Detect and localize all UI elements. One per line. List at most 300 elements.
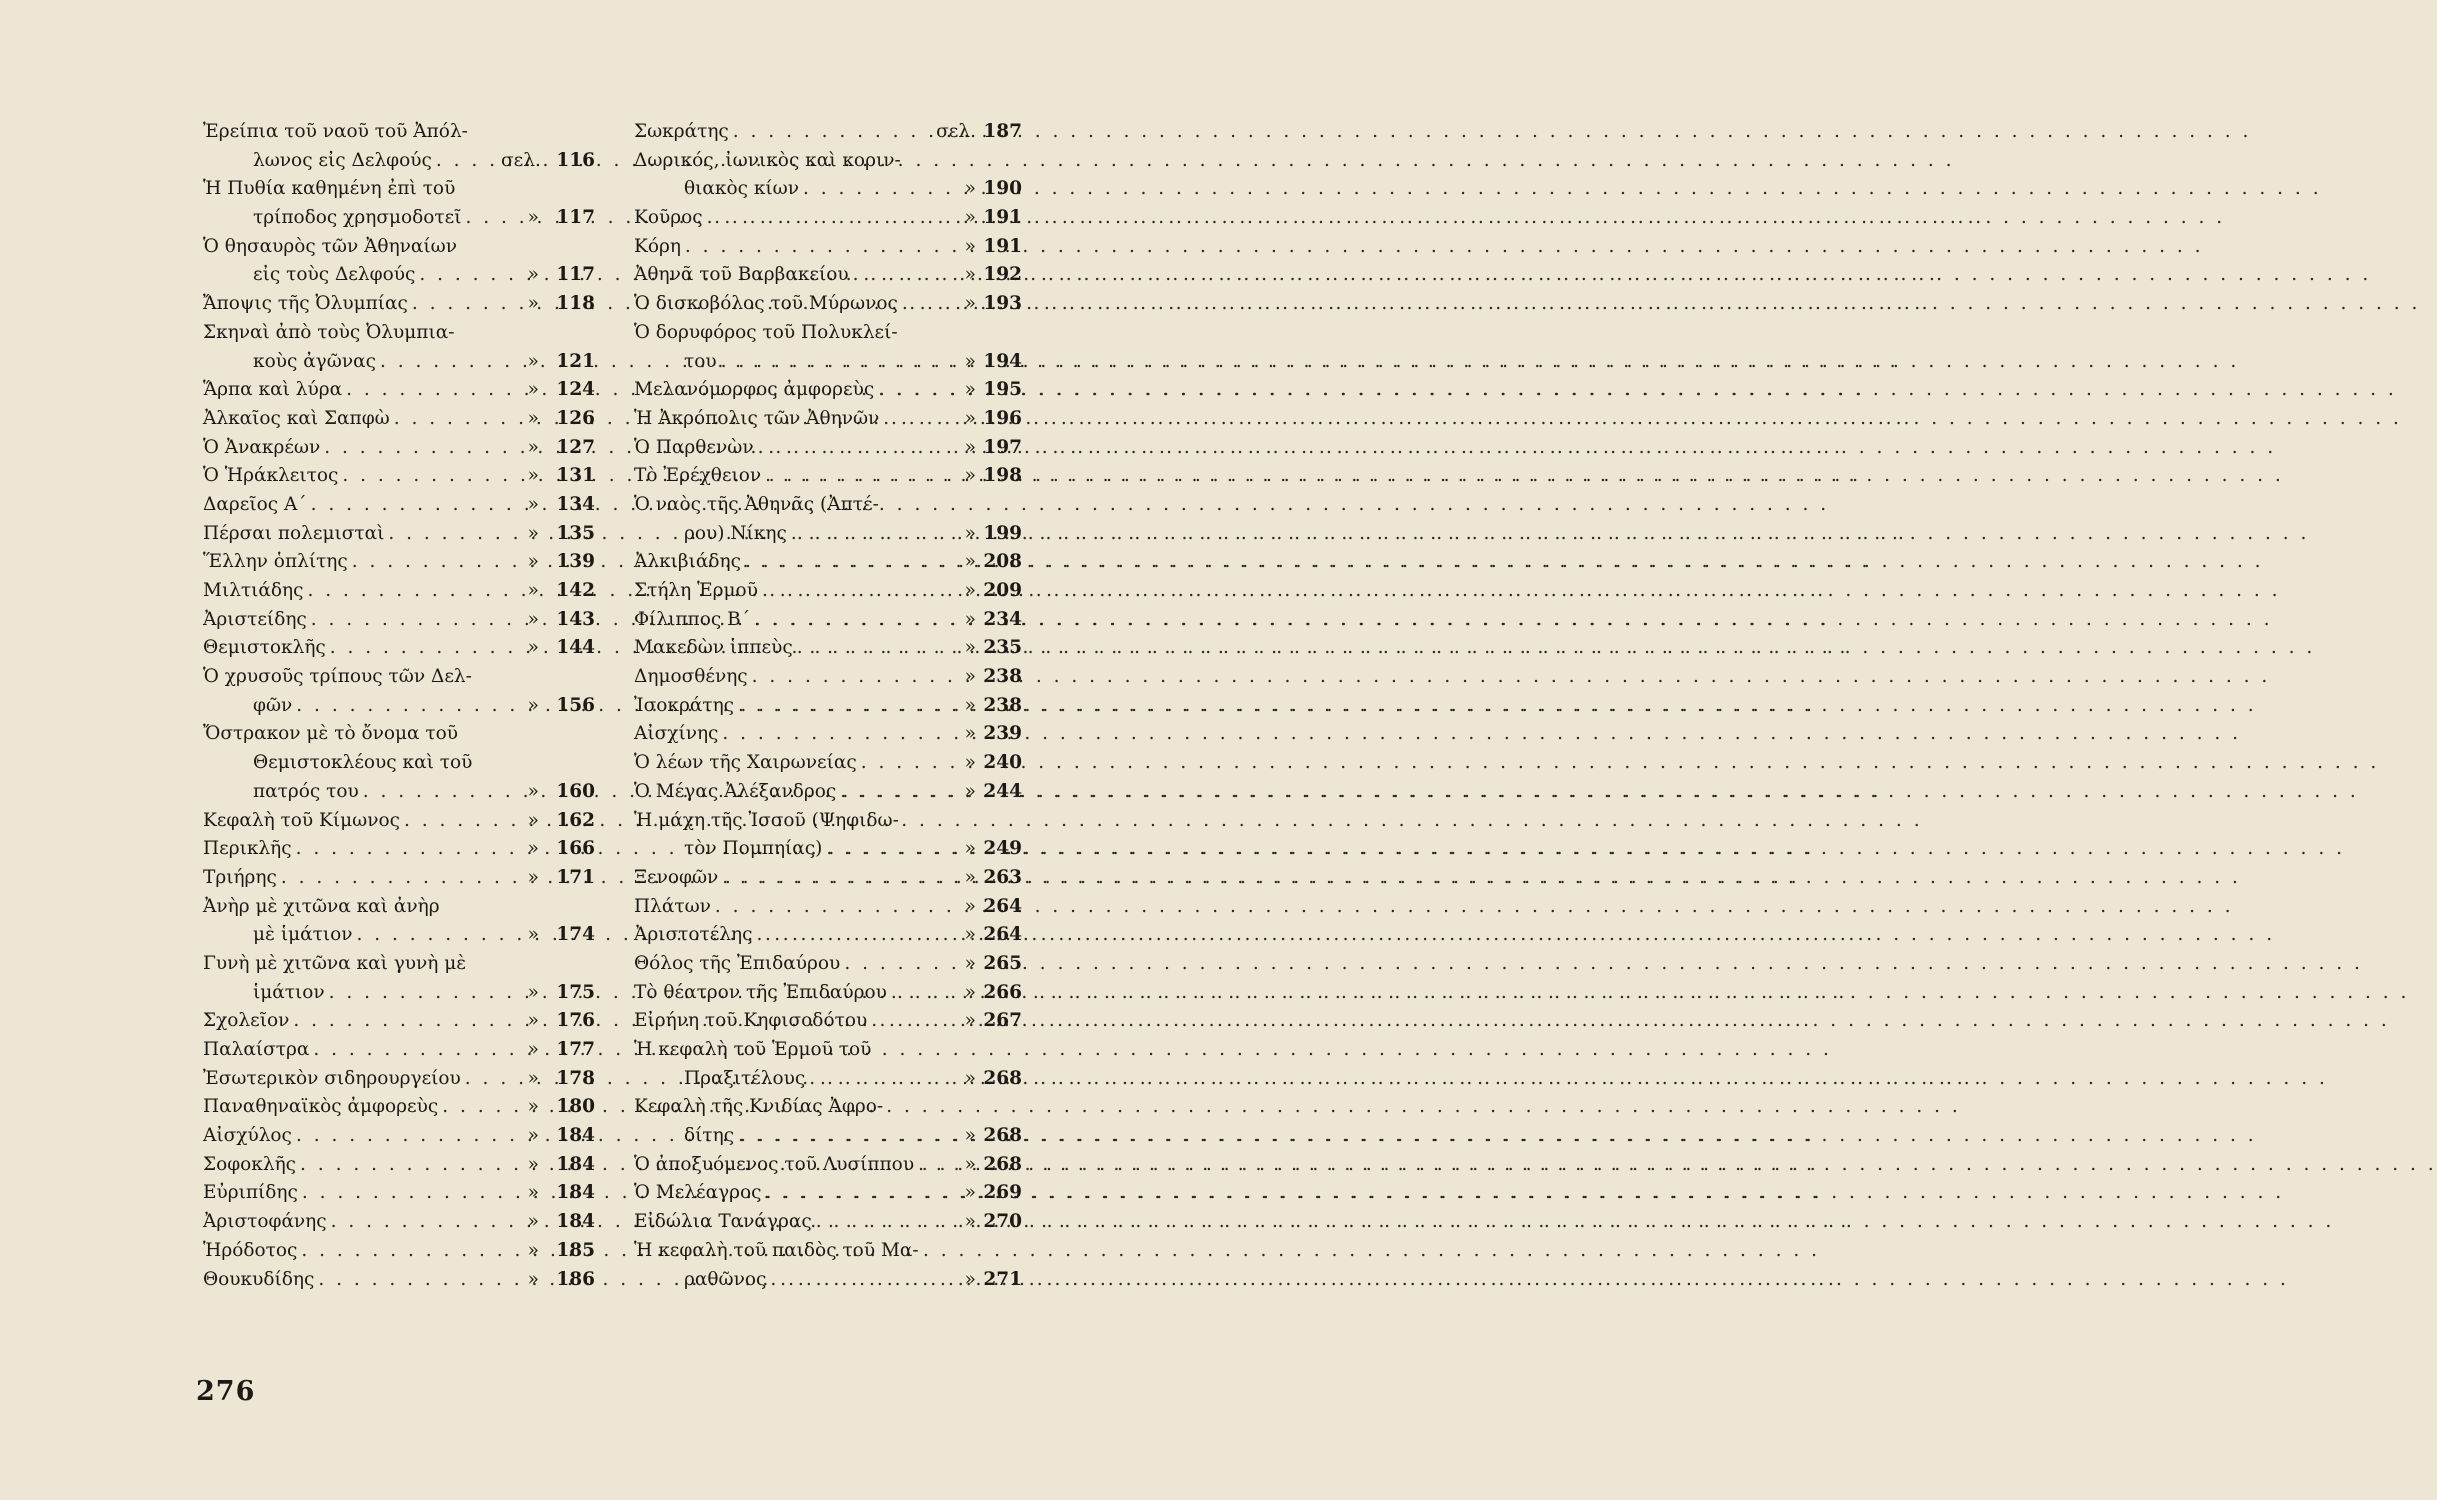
index-entry-line — [634, 1122, 1022, 1151]
index-entry-line — [203, 1036, 595, 1065]
index-entry-line — [203, 204, 595, 233]
leader-dots — [331, 1208, 501, 1237]
entry-title: Μιλτιάδης — [203, 580, 304, 601]
index-entry-line — [634, 864, 1022, 893]
page-ref: 191 — [983, 235, 1022, 257]
leader-dots — [329, 979, 501, 1008]
page-ref: 190 — [983, 178, 1022, 200]
leader-dots — [318, 1266, 501, 1295]
page-ref: 268 — [983, 1067, 1022, 1089]
index-entry-line — [634, 405, 1022, 434]
entry-title: Γυνὴ μὲ χιτῶνα καὶ γυνὴ μὲ — [203, 952, 467, 974]
index-entry-line — [203, 921, 595, 950]
index-entry — [203, 1237, 595, 1266]
leader-dots — [844, 950, 936, 979]
index-entry — [634, 118, 1022, 147]
entry-title: Ἡρόδοτος — [203, 1239, 298, 1261]
index-entry — [634, 376, 1022, 405]
leader-dots — [871, 1007, 936, 1036]
page-ref: 198 — [983, 465, 1022, 487]
entry-title: Περικλῆς — [203, 838, 292, 860]
entry-title: λωνος εἰς Δελφούς — [253, 149, 432, 171]
entry-title: Ἐσωτερικὸν σιδηρουργείου — [203, 1067, 461, 1089]
index-entry — [203, 720, 595, 806]
entry-title: Θόλος τῆς Ἐπιδαύρου — [634, 952, 841, 974]
page-mark: » — [527, 350, 539, 372]
index-entry — [634, 1151, 1022, 1180]
leader-dots — [883, 405, 936, 434]
entry-title: δίτης — [684, 1125, 735, 1147]
entry-title: Αἰσχύλος — [203, 1125, 292, 1147]
index-entry-line — [634, 1237, 1022, 1266]
index-entry — [634, 893, 1022, 922]
page-mark: » — [964, 1125, 976, 1147]
page-mark: » — [964, 465, 976, 487]
index-entry-line — [634, 491, 1022, 520]
index-entry — [203, 1122, 595, 1151]
page-ref: 191 — [983, 207, 1022, 229]
index-entry-line — [203, 405, 595, 434]
entry-title: Ὁ Μελέαγρος — [634, 1182, 762, 1204]
index-entry — [634, 1237, 1022, 1294]
index-entry-line — [634, 950, 1022, 979]
leader-dots — [738, 692, 936, 721]
entry-title: Ὁ λέων τῆς Χαιρωνείας — [634, 752, 857, 774]
page-mark: » — [527, 493, 539, 515]
entry-title: Πραξιτέλους — [684, 1067, 806, 1089]
index-entry — [203, 405, 595, 434]
entry-title: Ἡ Ἀκρόπολις τῶν Ἀθηνῶν — [634, 407, 880, 429]
page-mark: » — [964, 924, 976, 946]
page-ref: 117 — [556, 264, 595, 286]
page-ref: 194 — [983, 350, 1022, 372]
index-column-left — [203, 118, 595, 1294]
page-ref: 192 — [983, 264, 1022, 286]
page-mark: » — [527, 838, 539, 860]
index-entry-line — [634, 261, 1022, 290]
leader-dots — [770, 1266, 936, 1295]
entry-title: Ἀριστείδης — [203, 608, 307, 630]
index-entry-line — [203, 118, 595, 147]
page-mark: σελ. — [936, 121, 976, 142]
page-ref: 180 — [556, 1096, 595, 1118]
page-ref: 171 — [556, 866, 595, 888]
index-entry — [634, 979, 1022, 1008]
page-ref: 249 — [983, 838, 1022, 860]
index-entry — [203, 835, 595, 864]
index-entry — [634, 778, 1022, 807]
index-entry-line — [634, 233, 1022, 262]
index-entry-line — [203, 577, 595, 606]
index-entry-line — [634, 778, 1022, 807]
index-entry-line — [203, 1151, 595, 1180]
index-column-right — [634, 118, 1022, 1294]
page-mark: » — [527, 465, 539, 487]
leader-dots — [324, 434, 501, 463]
entry-title: Ὁ χρυσοῦς τρίπους τῶν Δελ- — [203, 666, 472, 688]
index-entry-line — [203, 491, 595, 520]
leader-dots — [281, 864, 501, 893]
page-mark: » — [527, 608, 539, 630]
entry-title: τὸν Πομπηίας) — [684, 838, 823, 860]
page-ref: 197 — [983, 436, 1022, 458]
entry-title: Ἀλκιβιάδης — [634, 551, 741, 573]
index-entry-line — [634, 319, 1022, 348]
entry-title: Παλαίστρα — [203, 1039, 310, 1060]
entry-title: κοὺς ἀγῶνας — [253, 350, 376, 372]
index-entry-line — [203, 1208, 595, 1237]
entry-title: Ἡ κεφαλὴ τοῦ παιδὸς τοῦ Μα- — [634, 1239, 919, 1261]
leader-dots — [722, 720, 936, 749]
page-mark: » — [964, 866, 976, 888]
leader-dots — [311, 606, 501, 635]
index-entry — [634, 692, 1022, 721]
page-ref: 177 — [556, 1039, 595, 1060]
index-entry-line — [203, 720, 595, 749]
leader-dots — [721, 348, 936, 377]
index-entry — [634, 921, 1022, 950]
leader-dots — [766, 1179, 936, 1208]
leader-dots — [722, 864, 936, 893]
index-entry — [634, 1179, 1022, 1208]
index-entry-line — [634, 548, 1022, 577]
leader-dots — [342, 462, 501, 491]
entry-title: Δωρικός, ἰωνικὸς καὶ κοριν- — [634, 149, 901, 171]
index-entry-line — [203, 807, 595, 836]
page-mark: » — [527, 637, 539, 659]
index-entry-line — [203, 261, 595, 290]
index-entry-line — [634, 577, 1022, 606]
entry-title: Εἰρήνη τοῦ Κηφισοδότου — [634, 1010, 868, 1032]
entry-title: Ὁ δισκοβόλος τοῦ Μύρωνος — [634, 293, 898, 315]
index-entry — [634, 1208, 1022, 1237]
page-mark: » — [964, 723, 976, 745]
entry-title: Ἐρείπια τοῦ ναοῦ τοῦ Ἀπόλ- — [203, 121, 468, 142]
index-entry-line — [203, 290, 595, 319]
leader-dots — [738, 1122, 936, 1151]
index-entry-line — [203, 663, 595, 692]
leader-dots — [754, 606, 936, 635]
entry-title: Θεμιστοκλῆς — [203, 637, 326, 659]
index-entry-line — [203, 348, 595, 377]
index-entry — [634, 1093, 1022, 1150]
leader-dots — [762, 577, 936, 606]
page-mark: » — [527, 293, 539, 315]
page-ref: 269 — [983, 1182, 1022, 1204]
page-ref: 209 — [983, 580, 1022, 601]
leader-dots — [356, 921, 501, 950]
index-entry-line — [634, 692, 1022, 721]
index-entry-line — [634, 1007, 1022, 1036]
index-entry-line — [634, 749, 1022, 778]
page-ref: 135 — [556, 522, 595, 544]
index-entry-line — [203, 864, 595, 893]
leader-dots — [380, 348, 501, 377]
entry-title: Ἅρπα καὶ λύρα — [203, 379, 343, 401]
index-entry — [634, 147, 1022, 204]
page-mark: » — [527, 379, 539, 401]
page-ref: 196 — [983, 407, 1022, 429]
page-ref: 267 — [983, 1010, 1022, 1032]
page-ref: 176 — [556, 1010, 595, 1032]
page-ref: 142 — [556, 580, 595, 601]
index-entry-line — [203, 749, 595, 778]
entry-title: Εἰδώλια Τανάγρας — [634, 1211, 812, 1233]
index-entry — [634, 1036, 1022, 1093]
leader-dots — [296, 835, 501, 864]
page-mark: » — [527, 866, 539, 888]
page-ref: 266 — [983, 981, 1022, 1003]
index-entry — [203, 491, 595, 520]
index-entry-line — [634, 290, 1022, 319]
index-entry — [634, 434, 1022, 463]
index-entry-line — [634, 1208, 1022, 1237]
index-entry-line — [203, 1237, 595, 1266]
leader-dots — [388, 520, 501, 549]
entry-title: Κεφαλὴ τοῦ Κίμωνος — [203, 809, 400, 831]
index-entry-line — [634, 1179, 1022, 1208]
page-mark: » — [964, 1182, 976, 1204]
page-mark: » — [527, 694, 539, 716]
entry-title: Ὁ Μέγας Ἀλέξανδρος — [634, 780, 837, 802]
entry-title: Κόρη — [634, 235, 681, 257]
entry-title: Ἡ μάχη τῆς Ἰσσοῦ (Ψηφιδω- — [634, 809, 899, 831]
page-mark: » — [964, 1268, 976, 1290]
page-mark: » — [964, 235, 976, 257]
leader-dots — [918, 1151, 936, 1180]
page-ref: 166 — [556, 838, 595, 860]
page-mark: » — [527, 1153, 539, 1175]
entry-title: Πέρσαι πολεμισταὶ — [203, 522, 385, 544]
index-entry-line — [634, 520, 1022, 549]
entry-title: Σοφοκλῆς — [203, 1153, 297, 1175]
index-entry — [203, 1151, 595, 1180]
index-entry-line — [203, 1179, 595, 1208]
index-entry — [634, 491, 1022, 548]
page-mark: » — [527, 1096, 539, 1118]
leader-dots — [293, 1007, 501, 1036]
index-entry-line — [634, 1065, 1022, 1094]
index-entry-line — [634, 204, 1022, 233]
index-entry-line — [634, 147, 1022, 176]
leader-dots — [296, 1122, 501, 1151]
page-mark: » — [964, 522, 976, 544]
index-entry — [634, 204, 1022, 233]
page-mark: » — [527, 1039, 539, 1060]
entry-title: Μακεδὼν ἱππεὺς — [634, 637, 793, 659]
index-entry-line — [634, 634, 1022, 663]
index-entry — [634, 319, 1022, 376]
page-ref: 270 — [983, 1211, 1022, 1233]
entry-title: Παναθηναϊκὸς ἀμφορεὺς — [203, 1096, 439, 1118]
entry-title: Ἀλκαῖος καὶ Σαπφὼ — [203, 407, 390, 429]
index-entry — [634, 261, 1022, 290]
entry-title: Σκηναὶ ἀπὸ τοὺς Ὀλυμπια- — [203, 321, 455, 343]
entry-title: Ὁ δορυφόρος τοῦ Πολυκλεί- — [634, 321, 898, 343]
page-ref: 174 — [556, 924, 595, 946]
leader-dots — [745, 548, 936, 577]
index-entry-line — [203, 835, 595, 864]
leader-dots — [861, 749, 936, 778]
page-ref: 271 — [983, 1268, 1022, 1290]
index-entry-line — [203, 778, 595, 807]
leader-dots — [840, 778, 936, 807]
entry-title: Δαρεῖος Α΄ — [203, 493, 307, 515]
page-ref: 156 — [556, 694, 595, 716]
index-entry — [203, 1208, 595, 1237]
page-ref: 117 — [556, 207, 595, 229]
entry-title: Τὸ Ἐρέχθειον — [634, 465, 762, 487]
book-page — [0, 0, 1081, 1500]
page-mark: » — [964, 895, 976, 917]
index-entry — [634, 405, 1022, 434]
page-ref: 195 — [983, 379, 1022, 401]
entry-title: Εὐριπίδης — [203, 1182, 298, 1204]
page-mark: » — [964, 207, 976, 229]
index-entry — [203, 462, 595, 491]
page-mark: » — [964, 952, 976, 974]
page-ref: 162 — [556, 809, 595, 831]
page-ref: 239 — [983, 723, 1022, 745]
index-entry — [634, 749, 1022, 778]
page-ref: 234 — [983, 608, 1022, 630]
index-entry-line — [634, 663, 1022, 692]
index-entry-line — [203, 979, 595, 1008]
index-entry — [203, 434, 595, 463]
index-entry — [634, 720, 1022, 749]
leader-dots — [302, 1179, 501, 1208]
page-number: 276 — [196, 1376, 256, 1407]
index-entry-line — [203, 147, 595, 176]
index-entry — [203, 520, 595, 549]
index-entry — [203, 577, 595, 606]
entry-title: Ἄποψις τῆς Ὀλυμπίας — [203, 293, 408, 315]
index-entry-line — [634, 606, 1022, 635]
page-ref: 199 — [983, 522, 1022, 544]
page-mark: » — [527, 1125, 539, 1147]
index-entry — [203, 606, 595, 635]
leader-dots — [300, 1151, 501, 1180]
leader-dots — [685, 233, 936, 262]
index-entry-line — [634, 807, 1022, 836]
index-entry-line — [634, 1093, 1022, 1122]
leader-dots — [891, 979, 936, 1008]
page-ref: 178 — [556, 1067, 595, 1089]
leader-dots — [707, 204, 936, 233]
page-mark: » — [527, 981, 539, 1003]
entry-title: Κεφαλὴ τῆς Κνιδίας Ἀφρο- — [634, 1096, 884, 1118]
index-entry-line — [203, 319, 595, 348]
leader-dots — [902, 290, 936, 319]
index-entry — [203, 1036, 595, 1065]
entry-title: Τριήρης — [203, 866, 277, 888]
page-mark: » — [964, 436, 976, 458]
page-ref: 139 — [556, 551, 595, 573]
page-mark: » — [527, 1010, 539, 1032]
leader-dots — [301, 1237, 501, 1266]
index-entry — [203, 290, 595, 319]
page-ref: 208 — [983, 551, 1022, 573]
entry-title: Ἡ Πυθία καθημένη ἐπὶ τοῦ — [203, 178, 456, 200]
index-entry-line — [634, 118, 1022, 147]
index-entry — [634, 462, 1022, 491]
index-entry — [203, 663, 595, 720]
index-entry — [203, 376, 595, 405]
leader-dots — [809, 1065, 936, 1094]
index-entry-line — [634, 175, 1022, 204]
leader-dots — [311, 491, 501, 520]
index-entry — [634, 577, 1022, 606]
index-entry — [634, 950, 1022, 979]
leader-dots — [404, 807, 501, 836]
index-entry — [203, 893, 595, 950]
page-ref: 121 — [556, 350, 595, 372]
entry-title: Ὁ Ἀνακρέων — [203, 436, 321, 458]
index-entry — [203, 1065, 595, 1094]
entry-title: Ὄστρακον μὲ τὸ ὄνομα τοῦ — [203, 723, 459, 745]
index-entry — [203, 233, 595, 290]
leader-dots — [394, 405, 501, 434]
page-mark: » — [527, 1239, 539, 1261]
index-entry — [634, 864, 1022, 893]
leader-dots — [797, 634, 936, 663]
index-entry — [203, 1266, 595, 1295]
entry-title: Ἰσοκράτης — [634, 694, 735, 716]
leader-dots — [878, 376, 936, 405]
leader-dots — [313, 1036, 501, 1065]
page-mark: » — [527, 924, 539, 946]
entry-title: εἰς τοὺς Δελφούς — [253, 264, 416, 286]
entry-title: Κοῦρος — [634, 207, 703, 229]
index-entry — [634, 1007, 1022, 1036]
page-mark: » — [964, 1211, 976, 1233]
index-entry — [634, 548, 1022, 577]
page-mark: » — [527, 264, 539, 286]
index-entry — [634, 663, 1022, 692]
entry-title: μὲ ἱμάτιον — [253, 924, 353, 946]
page-ref: 265 — [983, 952, 1022, 974]
page-ref: 175 — [556, 981, 595, 1003]
entry-title: ἱμάτιον — [253, 981, 325, 1003]
entry-title: Θεμιστοκλέους καὶ τοῦ — [253, 752, 473, 774]
leader-dots — [853, 261, 936, 290]
page-ref: 184 — [556, 1125, 595, 1147]
page-ref: 238 — [983, 666, 1022, 688]
index-entry — [203, 118, 595, 175]
leader-dots — [816, 1208, 936, 1237]
page-ref: 268 — [983, 1125, 1022, 1147]
index-entry-line — [634, 893, 1022, 922]
page-mark: » — [964, 666, 976, 688]
page-mark: » — [964, 551, 976, 573]
index-entry-line — [203, 692, 595, 721]
entry-title: Αἰσχίνης — [634, 723, 719, 745]
index-entry-line — [203, 376, 595, 405]
page-ref: 118 — [556, 293, 595, 315]
page-ref: 184 — [556, 1182, 595, 1204]
index-entry-line — [203, 1122, 595, 1151]
entry-title: Φίλιππος Β΄ — [634, 608, 750, 630]
page-ref: 264 — [983, 924, 1022, 946]
page-ref: 184 — [556, 1211, 595, 1233]
page-mark: » — [964, 780, 976, 802]
page-ref: 126 — [556, 407, 595, 429]
leader-dots — [715, 893, 936, 922]
page-mark: σελ. — [501, 149, 541, 171]
entry-title: Ὁ ναὸς τῆς Ἀθηνᾶς (Ἀπτέ- — [634, 493, 879, 515]
index-entry — [203, 1179, 595, 1208]
page-mark: » — [527, 407, 539, 429]
